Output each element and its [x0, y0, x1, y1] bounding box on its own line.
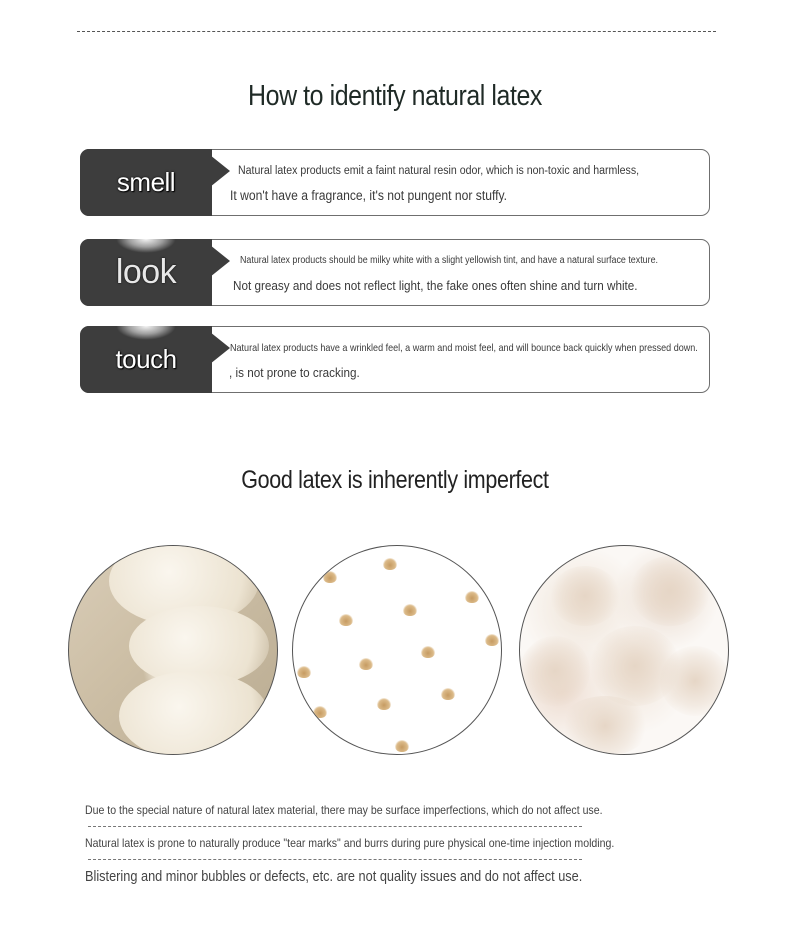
card-tab	[80, 239, 212, 306]
note-tear-marks: Natural latex is prone to naturally produce "tear marks" and burrs during pure physical one-time injection molding.	[85, 836, 615, 850]
card-touch	[80, 326, 710, 393]
note-bubbles: Blistering and minor bubbles or defects, etc. are not quality issues and do not affect use.	[85, 868, 583, 885]
latex-fold-image	[68, 545, 278, 755]
top-divider	[77, 31, 716, 32]
card-tab	[80, 149, 212, 216]
card-detail: It won't have a fragrance, it's not pungent nor stuffy.	[230, 188, 508, 203]
page-title: How to identify natural latex	[248, 80, 542, 112]
card-detail: , is not prone to cracking.	[229, 365, 360, 380]
card-description: Natural latex products should be milky white with a slight yellowish tint, and have a natural surface texture.	[240, 255, 659, 266]
note-imperfections: Due to the special nature of natural latex material, there may be surface imperfections, which do not affect use.	[85, 803, 603, 817]
card-label-smell: smell	[116, 167, 176, 197]
section-title: Good latex is inherently imperfect	[241, 466, 549, 494]
card-label-touch: touch	[115, 344, 177, 374]
card-look	[80, 239, 710, 306]
card-smell	[80, 149, 710, 216]
card-label-look: look	[115, 253, 177, 291]
card-description: Natural latex products have a wrinkled feel, a warm and moist feel, and will bounce back quickly when pressed down.	[230, 342, 698, 354]
latex-pores-image	[292, 545, 502, 755]
latex-texture-image	[519, 545, 729, 755]
card-tab	[80, 326, 212, 393]
note-divider	[88, 826, 582, 827]
card-description: Natural latex products emit a faint natural resin odor, which is non-toxic and harmless,	[238, 165, 640, 177]
note-divider	[88, 859, 582, 860]
card-detail: Not greasy and does not reflect light, the fake ones often shine and turn white.	[233, 278, 638, 293]
